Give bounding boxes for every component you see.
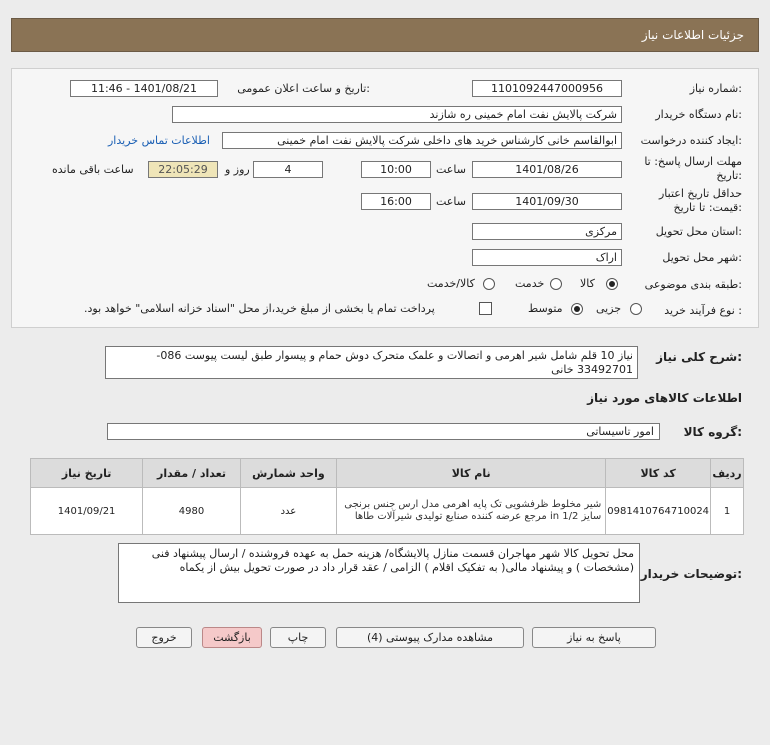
buyer-notes-text: محل تحویل کالا شهر مهاجران قسمت منازل پالایشگاه/ هزینه حمل به عهده فروشنده / ارسال پیشنهاد فنی (مشخصات ) و پیشنهاد مالی( به تفکیک اقلام ) الزامی / عقد قرار داد در صورت تحویل بیش از یکماه bbox=[118, 543, 640, 603]
process-radio-minor[interactable] bbox=[630, 303, 642, 315]
category-option-both: کالا/خدمت bbox=[427, 277, 475, 290]
col-row: ردیف bbox=[711, 459, 744, 488]
creator-label: ایجاد کننده درخواست: bbox=[640, 134, 742, 147]
validity-label: حداقل تاریخ اعتبار bbox=[658, 187, 742, 200]
creator-field: ابوالقاسم خانی کارشناس خرید های داخلی شرکت پالایش نفت امام خمینی bbox=[222, 132, 622, 149]
validity-time-label: ساعت bbox=[436, 195, 466, 208]
remaining-label: ساعت باقی مانده bbox=[52, 163, 134, 176]
validity-time-field: 16:00 bbox=[361, 193, 431, 210]
attachments-button[interactable]: مشاهده مدارک پیوستی (4) bbox=[336, 627, 524, 648]
table-row bbox=[31, 488, 744, 535]
page-header bbox=[11, 18, 759, 52]
goods-section-title: اطلاعات کالاهای مورد نیاز bbox=[587, 391, 742, 405]
province-label: استان محل تحویل: bbox=[655, 225, 742, 238]
treasury-checkbox[interactable] bbox=[479, 302, 492, 315]
category-option-service: خدمت bbox=[515, 277, 545, 290]
process-label: نوع فرآیند خرید : bbox=[664, 304, 742, 317]
reply-button[interactable]: پاسخ به نیاز bbox=[532, 627, 656, 648]
validity-date-label: قیمت: تا تاریخ: bbox=[673, 201, 742, 214]
days-label: روز و bbox=[225, 163, 250, 176]
cell-code: 0981410764710024 bbox=[606, 488, 711, 535]
need-number-label: شماره نیاز: bbox=[689, 82, 742, 95]
goods-group-field: امور تاسیساتی bbox=[107, 423, 660, 440]
buyer-org-field: شرکت پالایش نفت امام خمینی ره شازند bbox=[172, 106, 622, 123]
back-button[interactable]: بازگشت bbox=[202, 627, 262, 648]
category-radio-both[interactable] bbox=[483, 278, 495, 290]
announce-field: 1401/08/21 - 11:46 bbox=[70, 80, 218, 97]
table-header-row bbox=[31, 459, 744, 488]
category-label: طبقه بندی موضوعی: bbox=[644, 278, 742, 291]
category-radio-goods[interactable] bbox=[606, 278, 618, 290]
col-unit: واحد شمارش bbox=[240, 459, 336, 488]
deadline-date-label: تاریخ: bbox=[716, 169, 742, 182]
buyer-org-label: نام دستگاه خریدار: bbox=[655, 108, 742, 121]
col-code: کد کالا bbox=[606, 459, 711, 488]
category-radio-service[interactable] bbox=[550, 278, 562, 290]
remaining-time-field: 22:05:29 bbox=[148, 161, 218, 178]
deadline-time-field: 10:00 bbox=[361, 161, 431, 178]
city-field: اراک bbox=[472, 249, 622, 266]
process-radio-medium[interactable] bbox=[571, 303, 583, 315]
cell-name: شیر مخلوط ظرفشویی تک پایه اهرمی مدل ارس جنس برنجی سایز in 1/2 مرجع عرضه کننده صنایع تولیدی شیرآلات طاها bbox=[337, 488, 606, 535]
goods-table bbox=[30, 458, 744, 535]
category-option-goods: کالا bbox=[580, 277, 595, 290]
validity-date-field: 1401/09/30 bbox=[472, 193, 622, 210]
col-qty: تعداد / مقدار bbox=[143, 459, 241, 488]
goods-group-label: گروه کالا: bbox=[683, 425, 742, 439]
exit-button[interactable]: خروج bbox=[136, 627, 192, 648]
days-field: 4 bbox=[253, 161, 323, 178]
cell-date: 1401/09/21 bbox=[31, 488, 143, 535]
deadline-time-label: ساعت bbox=[436, 163, 466, 176]
process-option-medium: متوسط bbox=[528, 302, 563, 315]
col-name: نام کالا bbox=[337, 459, 606, 488]
province-field: مرکزی bbox=[472, 223, 622, 240]
print-button[interactable]: چاپ bbox=[270, 627, 326, 648]
deadline-label: مهلت ارسال پاسخ: تا bbox=[644, 155, 742, 168]
cell-row: 1 bbox=[711, 488, 744, 535]
buyer-contact-link[interactable]: اطلاعات تماس خریدار bbox=[108, 134, 210, 147]
buyer-notes-label: توضیحات خریدار: bbox=[640, 567, 742, 581]
page-title: جزئیات اطلاعات نیاز bbox=[641, 28, 744, 42]
payment-note: پرداخت تمام یا بخشی از مبلغ خرید،از محل "اسناد خزانه اسلامی" خواهد بود. bbox=[84, 302, 435, 315]
process-option-minor: جزیی bbox=[596, 302, 622, 315]
announce-label: تاریخ و ساعت اعلان عمومی: bbox=[237, 82, 370, 95]
deadline-date-field: 1401/08/26 bbox=[472, 161, 622, 178]
summary-label: شرح کلی نیاز: bbox=[656, 350, 742, 364]
col-date: تاریخ نیاز bbox=[31, 459, 143, 488]
summary-text: نیاز 10 قلم شامل شیر اهرمی و اتصالات و علمک متحرک دوش حمام و پیسوار طبق لیست پیوست 086-33492701 خانی bbox=[105, 346, 638, 379]
cell-qty: 4980 bbox=[143, 488, 241, 535]
city-label: شهر محل تحویل: bbox=[662, 251, 742, 264]
cell-unit: عدد bbox=[240, 488, 336, 535]
need-number-field: 1101092447000956 bbox=[472, 80, 622, 97]
